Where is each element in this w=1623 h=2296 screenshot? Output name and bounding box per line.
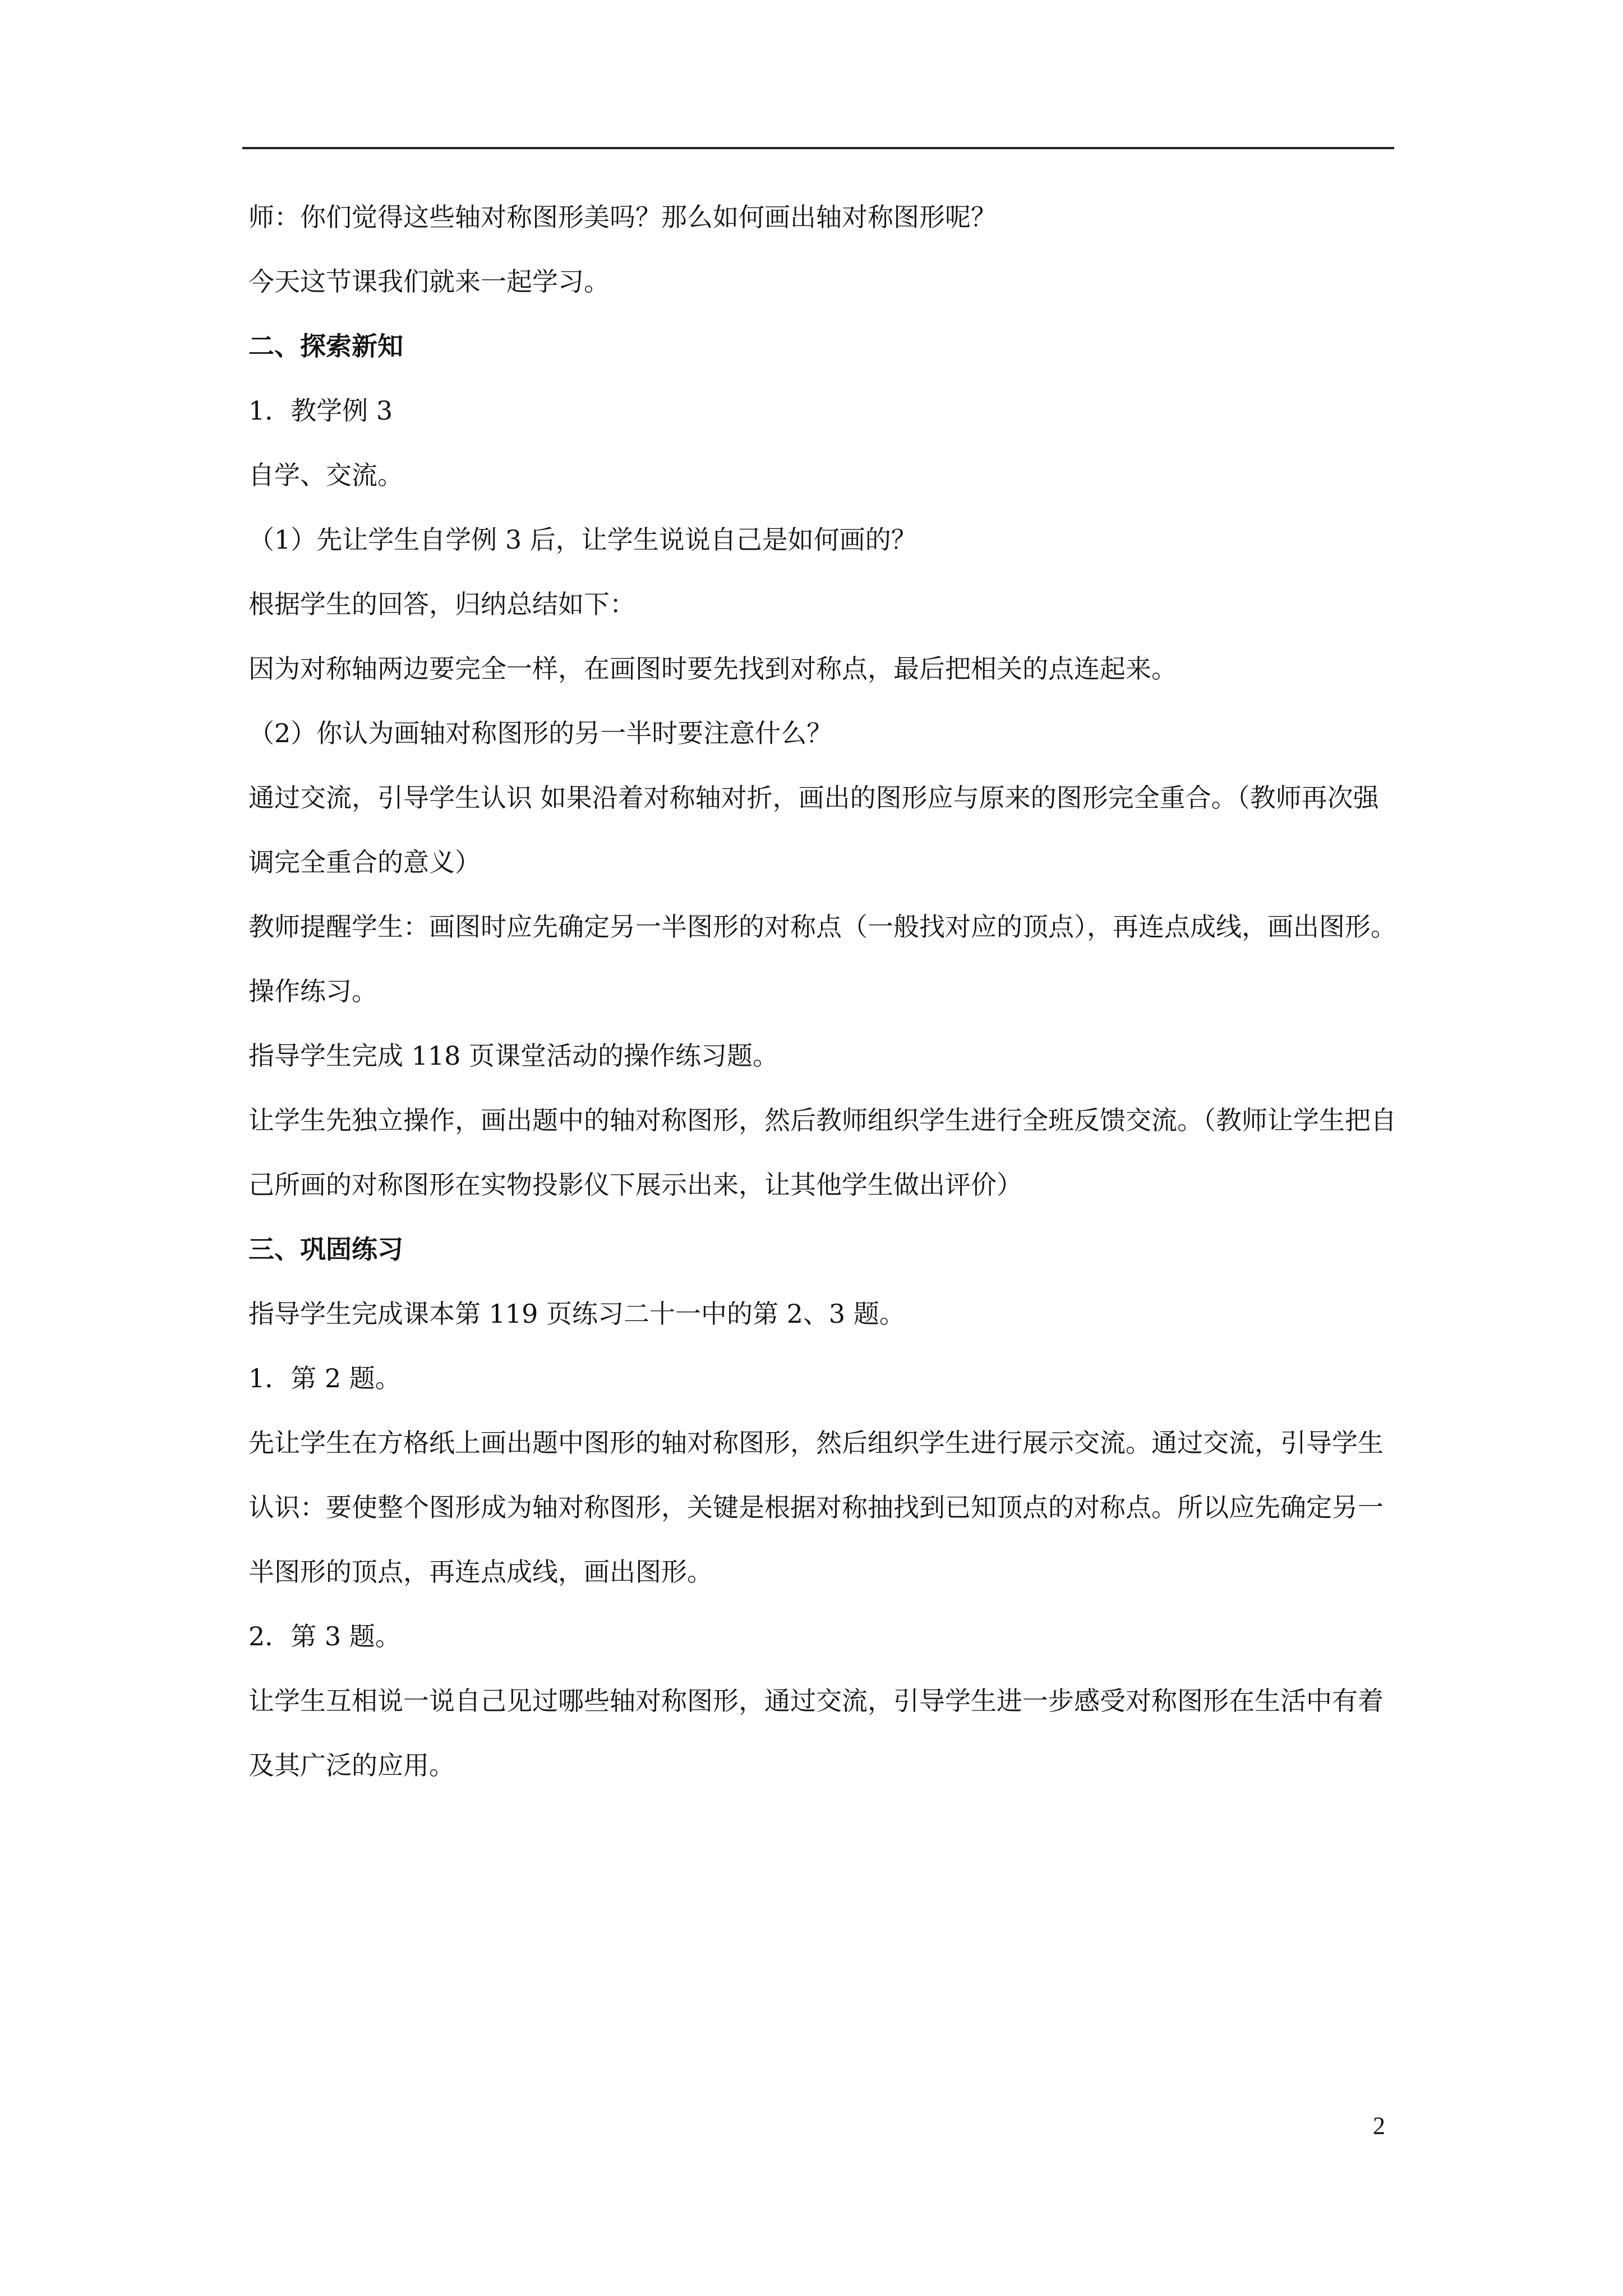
paragraph: 1．第 2 题。 bbox=[248, 1363, 401, 1393]
paragraph: 指导学生完成课本第 119 页练习二十一中的第 2、3 题。 bbox=[248, 1299, 905, 1329]
paragraph: 根据学生的回答，归纳总结如下： bbox=[248, 589, 635, 619]
paragraph: 通过交流，引导学生认识 如果沿着对称轴对折，画出的图形应与原来的图形完全重合。（教师再次强调完全重合的意义） bbox=[248, 783, 1379, 877]
paragraph: 2．第 3 题。 bbox=[248, 1621, 401, 1651]
paragraph: （1）先让学生自学例 3 后，让学生说说自己是如何画的？ bbox=[248, 524, 917, 555]
section-heading: 二、探索新知 bbox=[248, 331, 403, 361]
paragraph: （2）你认为画轴对称图形的另一半时要注意什么？ bbox=[248, 718, 833, 748]
paragraph: 因为对称轴两边要完全一样，在画图时要先找到对称点，最后把相关的点连起来。 bbox=[248, 654, 1177, 684]
paragraph: 自学、交流。 bbox=[248, 460, 403, 490]
page-number: 2 bbox=[1373, 2112, 1385, 2139]
section-heading: 三、巩固练习 bbox=[248, 1234, 403, 1264]
paragraph: 师：你们觉得这些轴对称图形美吗？那么如何画出轴对称图形呢？ bbox=[248, 202, 997, 232]
paragraph: 操作练习。 bbox=[248, 976, 377, 1006]
paragraph: 先让学生在方格纸上画出题中图形的轴对称图形，然后组织学生进行展示交流。通过交流，引导学生认识：要使整个图形成为轴对称图形，关键是根据对称抽找到已知顶点的对称点。所以应先确定另一半图形的顶点，再连点成线，画出图形。 bbox=[248, 1428, 1384, 1587]
paragraph: 让学生互相说一说自己见过哪些轴对称图形，通过交流，引导学生进一步感受对称图形在生活中有着及其广泛的应用。 bbox=[248, 1686, 1384, 1780]
paragraph: 教师提醒学生：画图时应先确定另一半图形的对称点（一般找对应的顶点），再连点成线，画出图形。 bbox=[248, 912, 1396, 942]
document-body bbox=[248, 185, 1398, 1798]
paragraph: 1．教学例 3 bbox=[248, 395, 393, 426]
paragraph: 指导学生完成 118 页课堂活动的操作练习题。 bbox=[248, 1041, 779, 1071]
paragraph: 今天这节课我们就来一起学习。 bbox=[248, 266, 610, 297]
header-rule bbox=[242, 147, 1394, 149]
paragraph: 让学生先独立操作，画出题中的轴对称图形，然后教师组织学生进行全班反馈交流。（教师让学生把自己所画的对称图形在实物投影仪下展示出来，让其他学生做出评价） bbox=[248, 1105, 1396, 1200]
